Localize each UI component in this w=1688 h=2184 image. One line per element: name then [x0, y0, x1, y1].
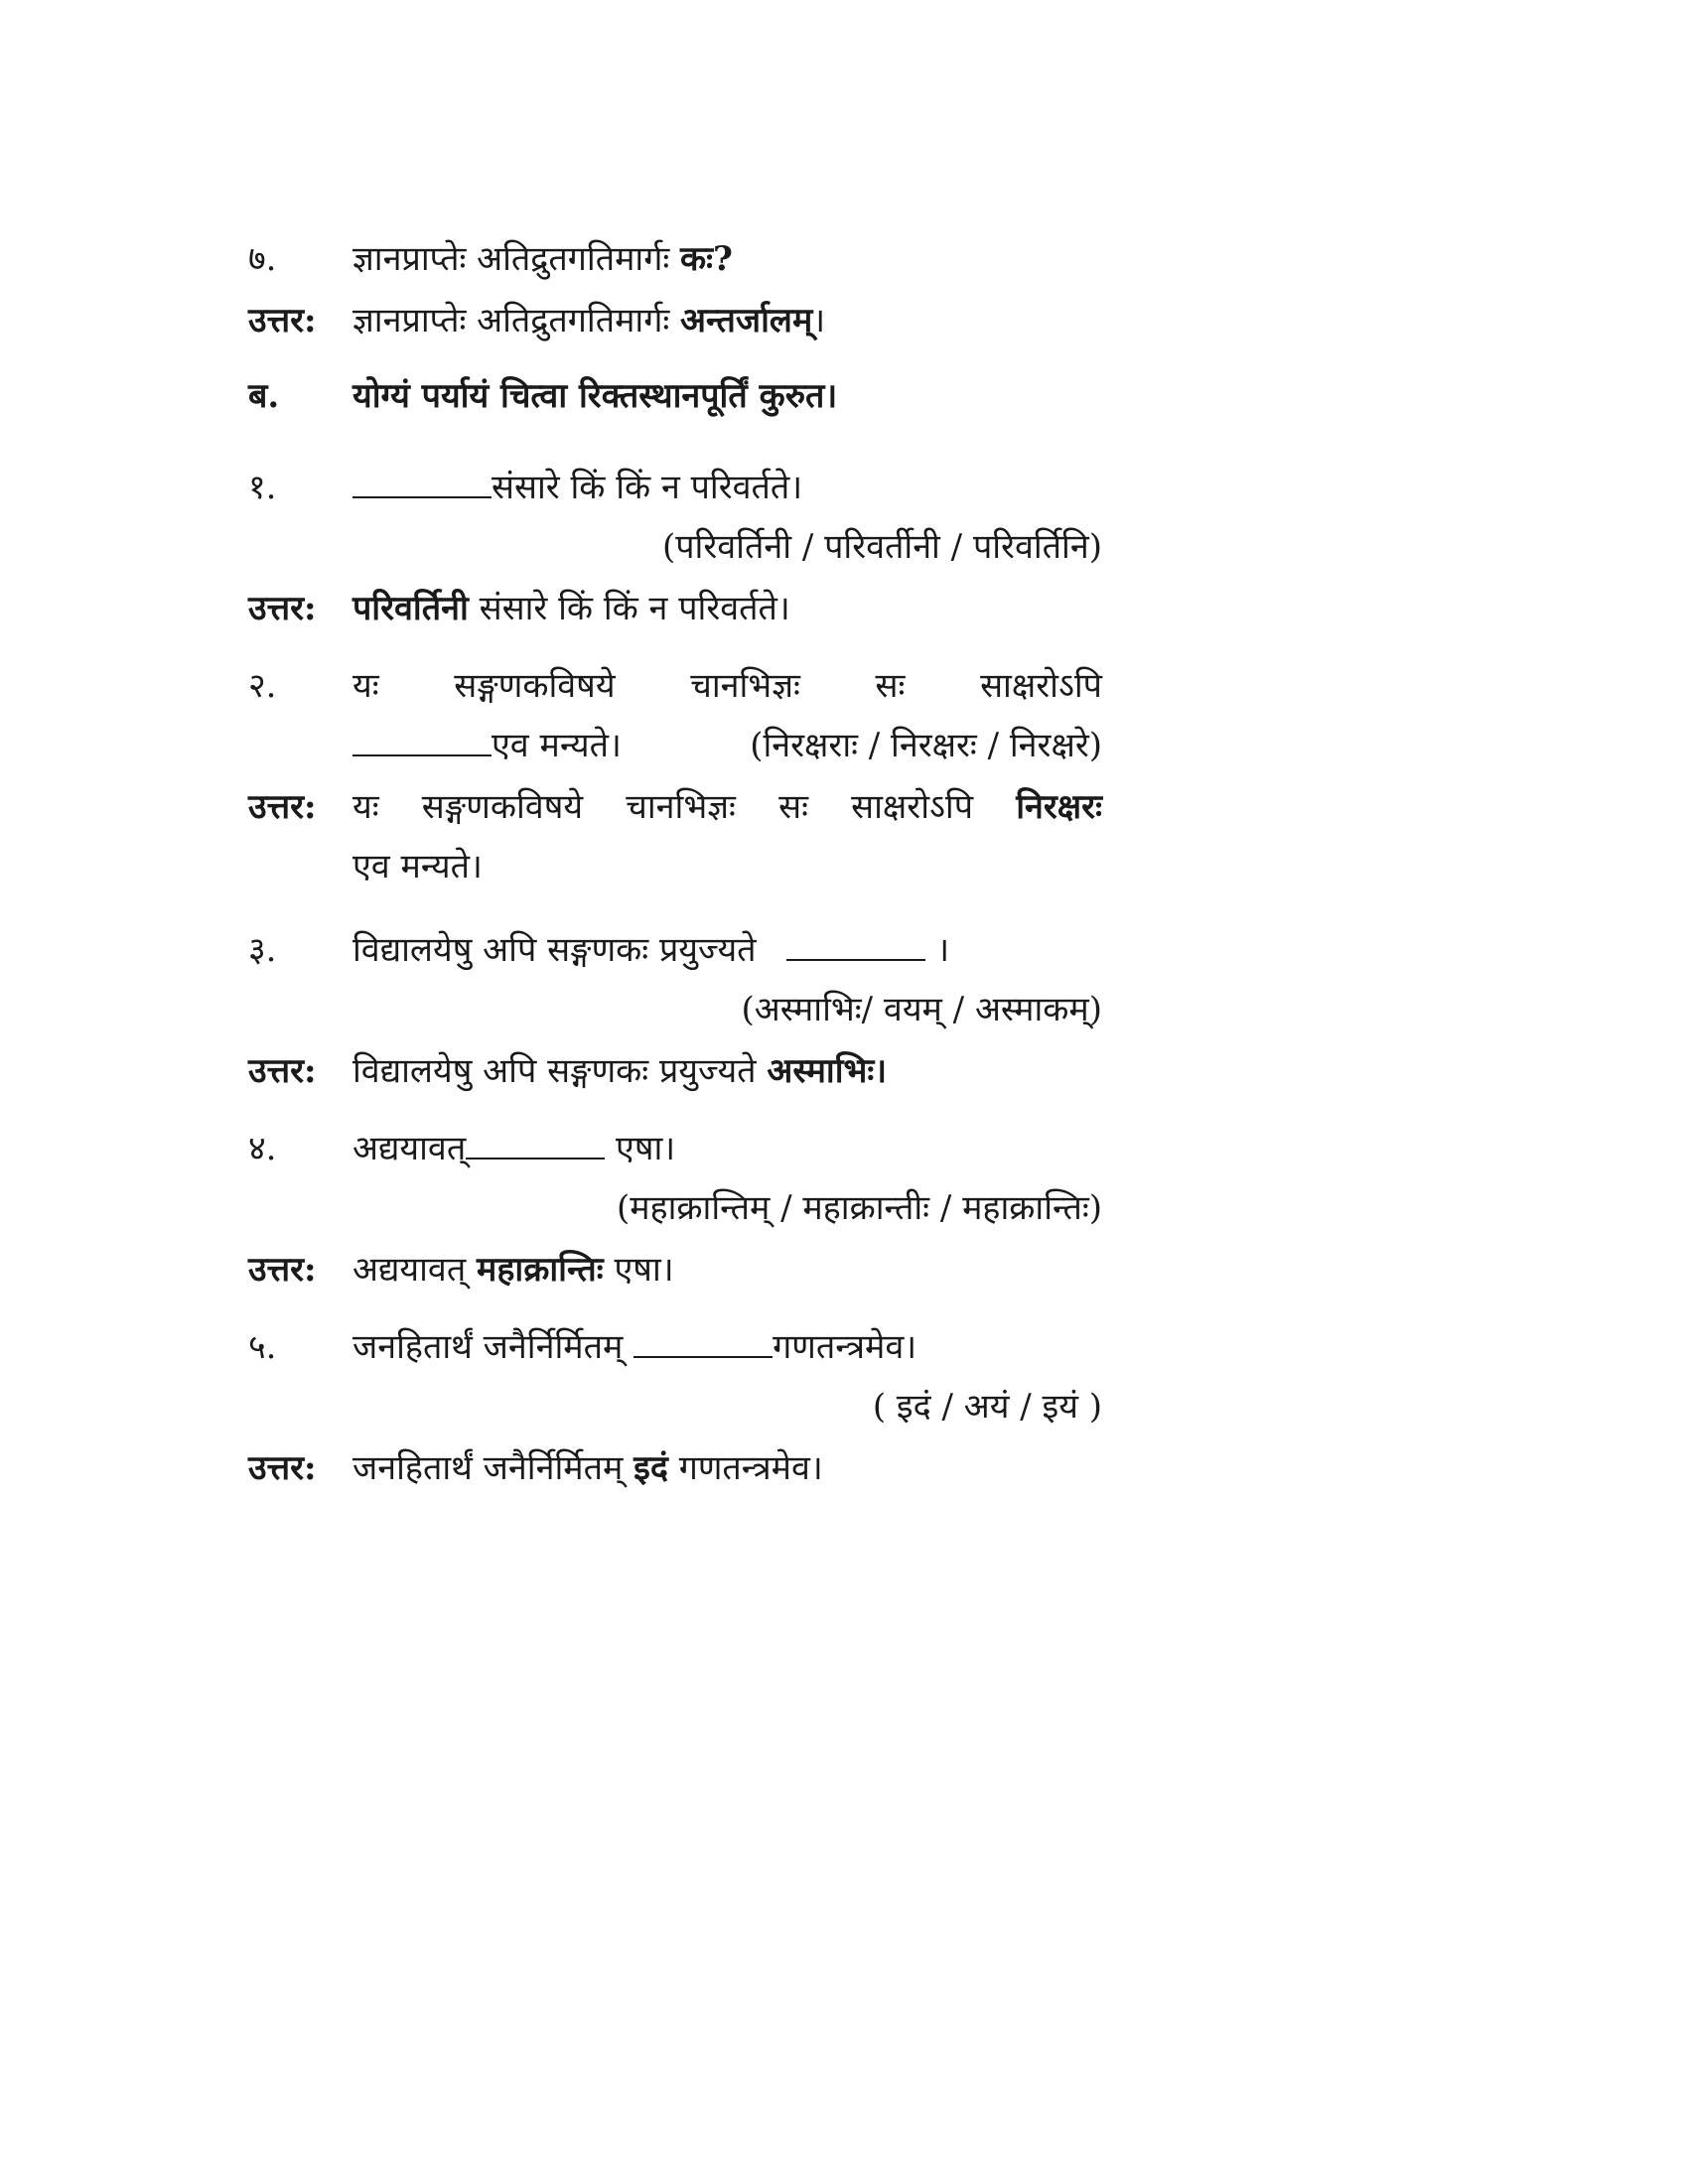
- question-4: [248, 1124, 1102, 1183]
- answer-label: उत्तर:: [248, 1051, 317, 1091]
- question-number: ३.: [248, 930, 277, 970]
- answer-4: [248, 1245, 1102, 1322]
- answer-label: उत्तर:: [248, 1250, 317, 1290]
- question-number: २.: [248, 666, 277, 706]
- answer-label: उत्तर:: [248, 1448, 317, 1488]
- answer-text: जनहितार्थं जनैर्निर्मितम् इदं गणतन्त्रमेव।: [352, 1448, 823, 1488]
- question-bold: कः?: [680, 239, 733, 279]
- answer-1: [248, 584, 1102, 661]
- question-text: संसारे किं किं न परिवर्तते।: [352, 463, 1102, 508]
- question-text: अद्ययावत् एषा।: [352, 1129, 676, 1168]
- question-text: विद्यालयेषु अपि सङ्गणकः प्रयुज्यते ।: [352, 930, 950, 970]
- fill-blank: [352, 753, 492, 756]
- options: (अस्माभिः/ वयम् / अस्माकम्): [741, 990, 1102, 1029]
- answer-bold: परिवर्तिनी: [352, 589, 469, 628]
- fill-blank: [633, 1355, 773, 1358]
- answer-bold: इदं: [633, 1448, 668, 1488]
- answer-text: विद्यालयेषु अपि सङ्गणकः प्रयुज्यते अस्माभिः।: [352, 1051, 888, 1091]
- answer-label: उत्तर:: [248, 787, 317, 827]
- fill-blank: [786, 958, 925, 961]
- answer-text: यः सङ्गणकविषये चानभिज्ञः सः साक्षरोऽपि निरक्षरः: [352, 782, 1102, 828]
- section-b-heading: [248, 371, 1102, 463]
- worksheet-page: [248, 234, 1102, 1513]
- question-text: ज्ञानप्राप्तेः अतिद्रुतगतिमार्गः कः?: [352, 239, 733, 279]
- options: (निरक्षराः / निरक्षरः / निरक्षरे): [750, 726, 1102, 765]
- answer-label: उत्तर:: [248, 301, 317, 341]
- fill-blank: [352, 495, 492, 498]
- question-5: [248, 1322, 1102, 1382]
- answer-bold: निरक्षरः: [1016, 787, 1102, 827]
- answer-bold: महाक्रान्तिः: [477, 1250, 604, 1290]
- fill-blank: [466, 1157, 605, 1160]
- answer-3: [248, 1046, 1102, 1124]
- answer-text: ज्ञानप्राप्तेः अतिद्रुतगतिमार्गः अन्तर्जालम्।: [352, 301, 826, 341]
- question-3: [248, 925, 1102, 985]
- options: (परिवर्तिनी / परिवर्तीनी / परिवर्तिनि): [661, 527, 1102, 567]
- question-text: जनहितार्थं जनैर्निर्मितम् गणतन्त्रमेव।: [352, 1327, 917, 1367]
- question-number: ७.: [248, 239, 277, 279]
- answer-bold: अन्तर्जालम्: [680, 301, 813, 341]
- question-text: यः सङ्गणकविषये चानभिज्ञः सः साक्षरोऽपि: [352, 666, 1102, 706]
- answer-label: उत्तर:: [248, 589, 317, 628]
- section-title: योग्यं पर्यायं चित्वा रिक्तस्थानपूर्तिं कुरुत।: [352, 376, 838, 416]
- answer-5: [248, 1443, 1102, 1513]
- question-number: ५.: [248, 1327, 277, 1367]
- question-2-line2: एव मन्यते। (निरक्षराः / निरक्षरः / निरक्षरे): [248, 721, 1102, 782]
- question-1: [248, 463, 1102, 522]
- options: (महाक्रान्तिम् / महाक्रान्तीः / महाक्रान्तिः): [616, 1188, 1102, 1228]
- options: ( इदं / अयं / इयं ): [872, 1387, 1102, 1427]
- question-number: १.: [248, 468, 277, 507]
- question-7: [248, 234, 1102, 296]
- question-number: ४.: [248, 1129, 277, 1168]
- answer-text: परिवर्तिनी संसारे किं किं न परिवर्तते।: [352, 589, 790, 628]
- answer-text: अद्ययावत् महाक्रान्तिः एषा।: [352, 1250, 674, 1290]
- answer-2: [248, 782, 1102, 842]
- answer-7: [248, 296, 1102, 371]
- section-label: ब.: [248, 376, 280, 416]
- question-2: [248, 661, 1102, 721]
- answer-2-line2: एव मन्यते।: [352, 847, 483, 887]
- answer-bold: अस्माभिः।: [767, 1051, 888, 1091]
